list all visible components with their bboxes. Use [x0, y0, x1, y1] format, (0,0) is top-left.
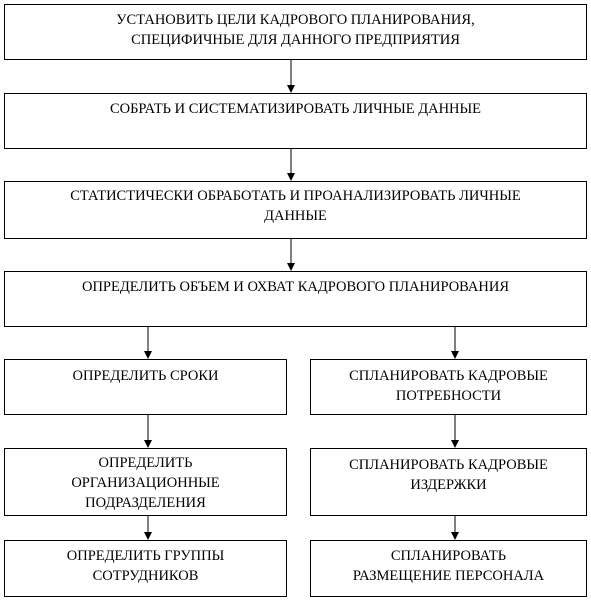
step-define-units-line-3: ПОДРАЗДЕЛЕНИЯ	[85, 495, 206, 511]
step-plan-placement-line-1: СПЛАНИРОВАТЬ	[390, 548, 507, 564]
step-analyze-data-line-1: СТАТИСТИЧЕСКИ ОБРАБОТАТЬ И ПРОАНАЛИЗИРОВАТЬ ЛИЧНЫЕ	[70, 188, 521, 204]
step-define-groups	[4, 540, 287, 597]
step-define-groups-line-1: ОПРЕДЕЛИТЬ ГРУППЫ	[66, 548, 225, 564]
step-define-units-line-1: ОПРЕДЕЛИТЬ	[98, 455, 193, 471]
step-plan-costs-line-2: ИЗДЕРЖКИ	[410, 477, 487, 493]
step-define-units-line-2: ОРГАНИЗАЦИОННЫЕ	[71, 475, 220, 491]
step-plan-needs	[310, 359, 587, 415]
step-analyze-data	[4, 181, 587, 239]
step-define-scope-line-1: ОПРЕДЕЛИТЬ ОБЪЕМ И ОХВАТ КАДРОВОГО ПЛАНИРОВАНИЯ	[81, 279, 510, 295]
step-plan-costs	[310, 448, 587, 516]
step-plan-costs-line-1: СПЛАНИРОВАТЬ КАДРОВЫЕ	[349, 457, 548, 473]
step-define-units	[4, 448, 287, 516]
step-plan-placement	[310, 540, 587, 597]
step-plan-placement-line-2: РАЗМЕЩЕНИЕ ПЕРСОНАЛА	[352, 568, 545, 584]
step-plan-needs-line-2: ПОТРЕБНОСТИ	[395, 388, 502, 404]
step-define-scope	[4, 271, 587, 327]
step-set-goals-line-2: СПЕЦИФИЧНЫЕ ДЛЯ ДАННОГО ПРЕДПРИЯТИЯ	[131, 32, 460, 48]
step-define-deadlines-line-1: ОПРЕДЕЛИТЬ СРОКИ	[72, 368, 219, 384]
step-define-groups-line-2: СОТРУДНИКОВ	[92, 568, 199, 584]
step-set-goals	[4, 4, 587, 60]
step-plan-needs-line-1: СПЛАНИРОВАТЬ КАДРОВЫЕ	[349, 368, 548, 384]
step-collect-data	[4, 93, 587, 149]
step-analyze-data-line-2: ДАННЫЕ	[264, 208, 327, 224]
step-set-goals-line-1: УСТАНОВИТЬ ЦЕЛИ КАДРОВОГО ПЛАНИРОВАНИЯ,	[116, 12, 475, 28]
step-define-deadlines	[4, 359, 287, 415]
step-collect-data-line-1: СОБРАТЬ И СИСТЕМАТИЗИРОВАТЬ ЛИЧНЫЕ ДАННЫЕ	[109, 101, 482, 117]
